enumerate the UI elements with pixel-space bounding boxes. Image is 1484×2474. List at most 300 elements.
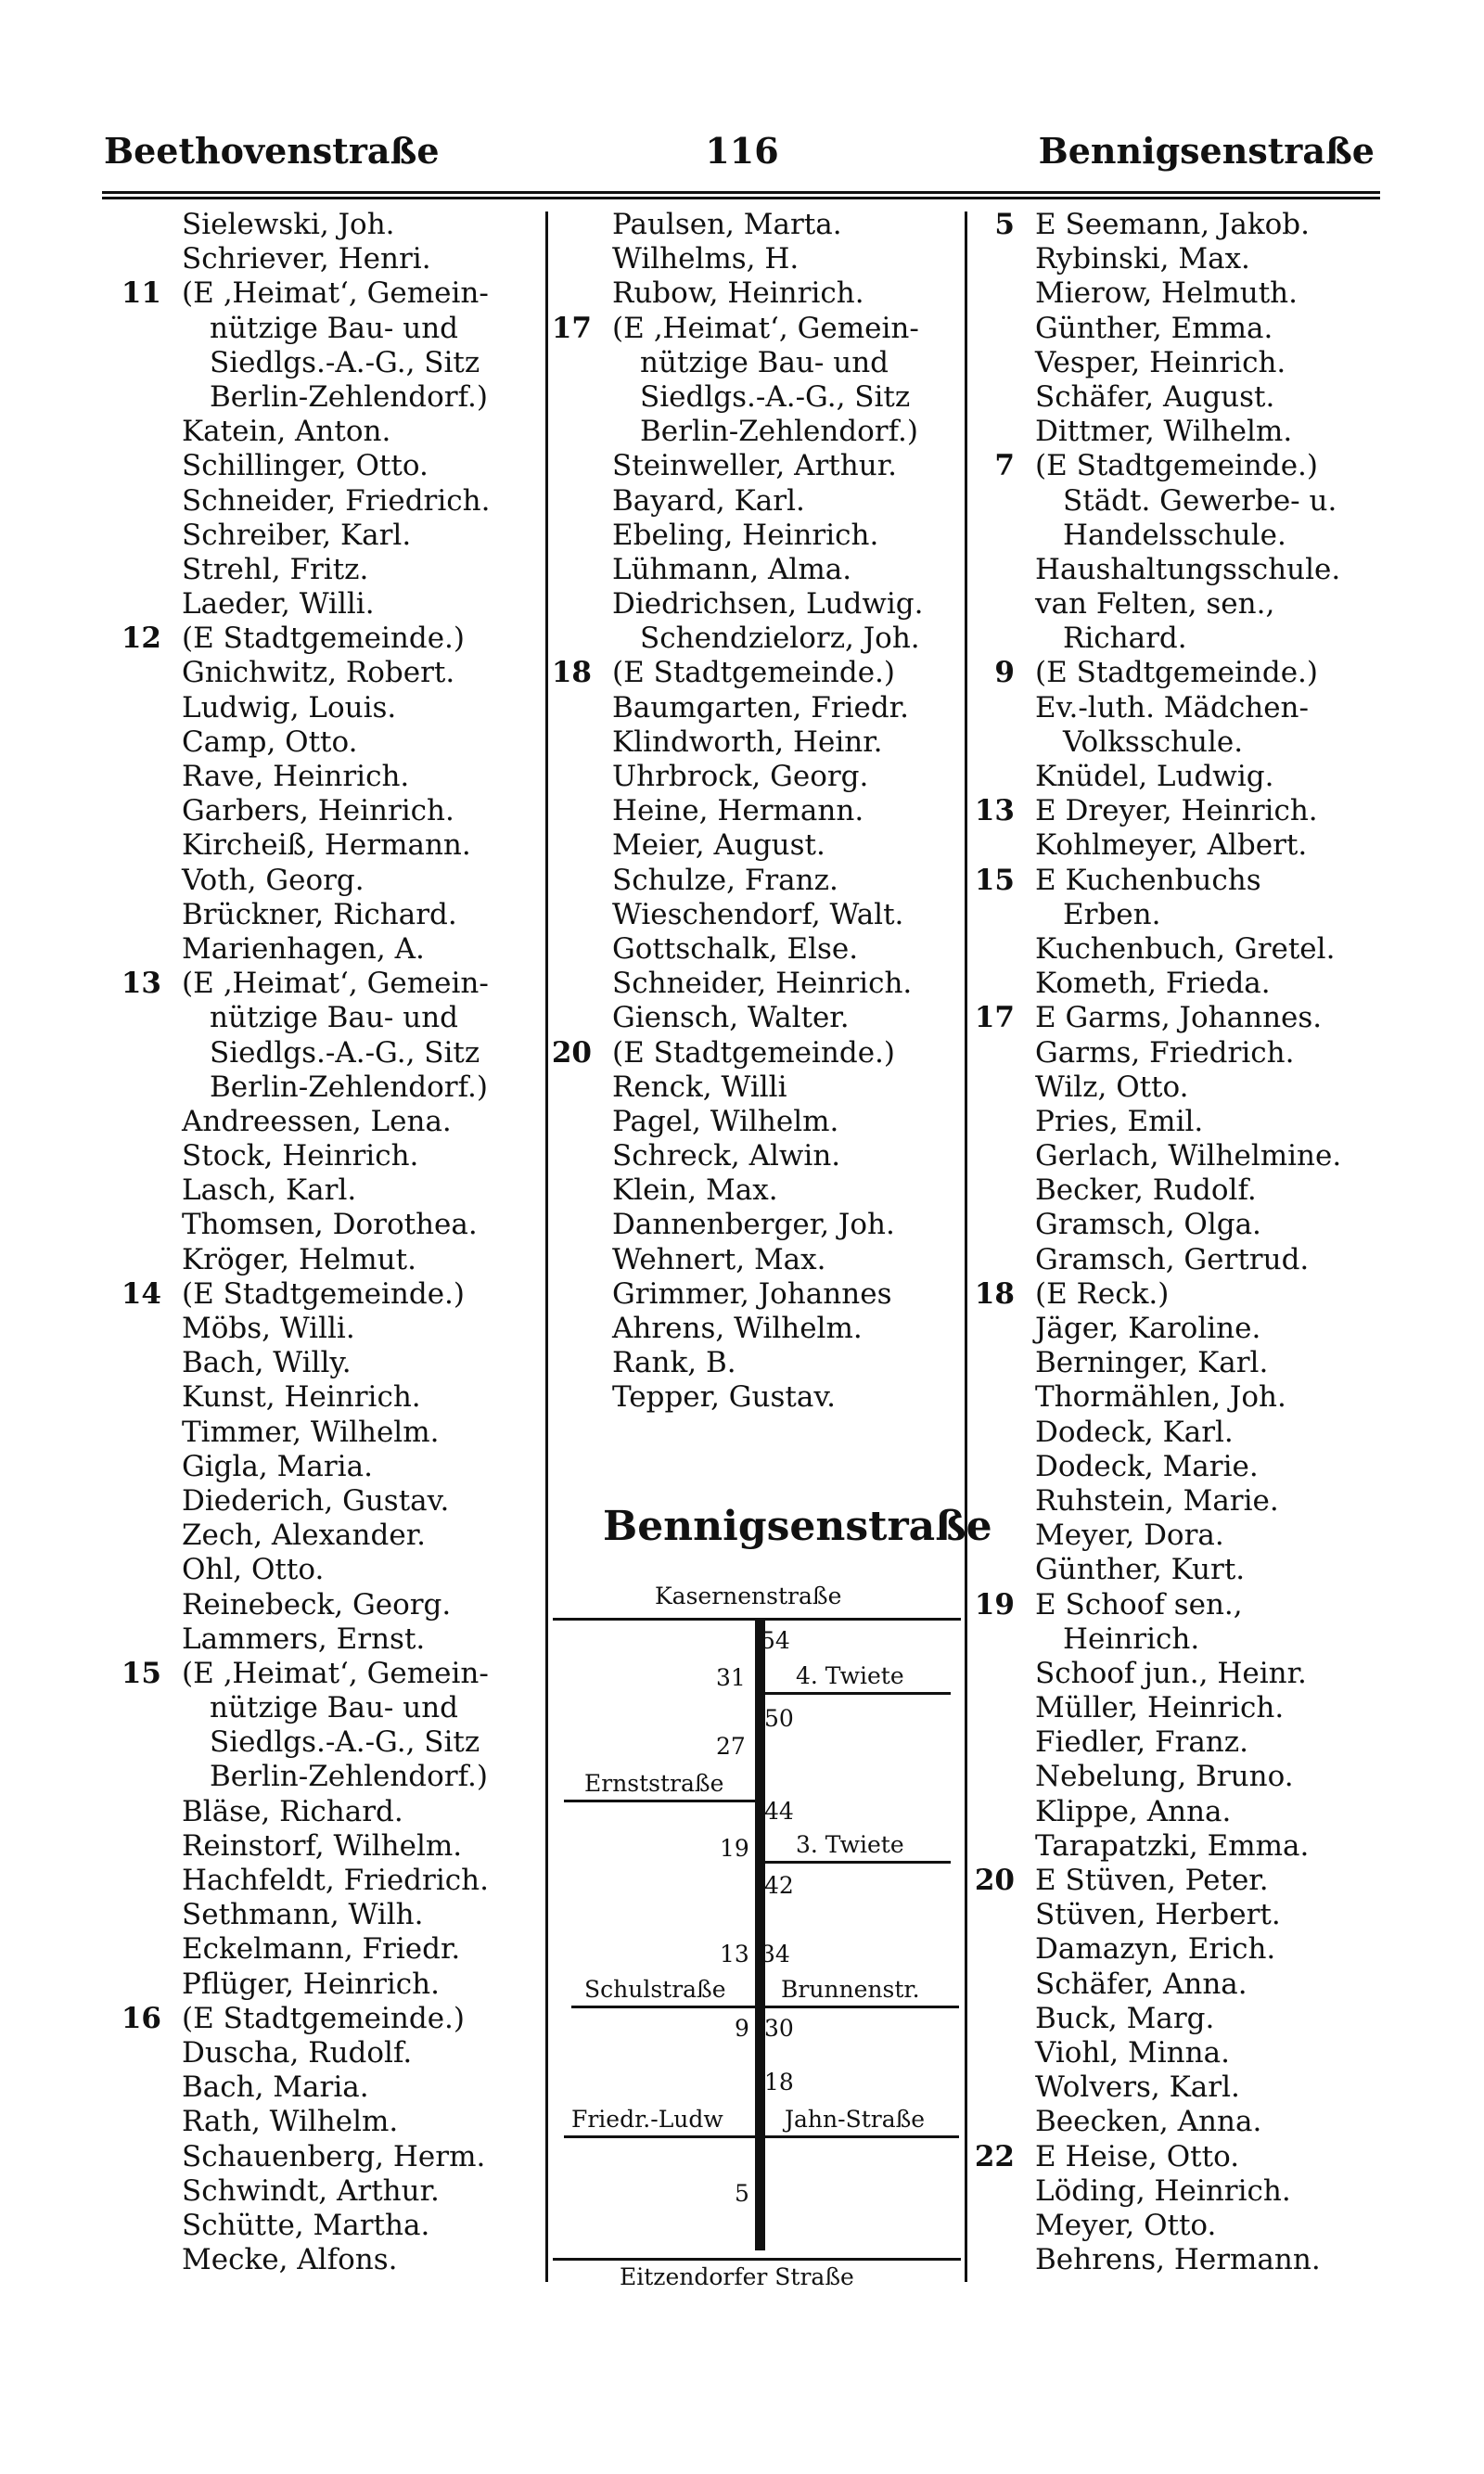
directory-line <box>1035 760 1341 794</box>
directory-line <box>182 864 490 898</box>
directory-line <box>182 656 490 690</box>
map-schulstrasse: Schulstraße <box>584 1976 726 2003</box>
resident-entry: Schulze, Franz. <box>612 863 838 897</box>
resident-entry: Klein, Max. <box>612 1173 778 1208</box>
directory-line <box>182 898 490 932</box>
directory-line <box>974 1001 1341 1035</box>
resident-entry: (E Stadtgemeinde.) <box>182 622 466 656</box>
house-number: 19 <box>974 1587 1015 1622</box>
directory-line <box>121 967 490 1001</box>
resident-entry: Schäfer, Anna. <box>1035 1967 1247 2001</box>
resident-entry: Gottschalk, Else. <box>612 931 859 966</box>
resident-entry: Behrens, Hermann. <box>1035 2243 1321 2277</box>
directory-line <box>182 1898 490 1932</box>
map-num-31: 31 <box>716 1664 746 1691</box>
directory-line <box>612 794 924 828</box>
map-num-44: 44 <box>764 1798 794 1825</box>
directory-line <box>1035 242 1341 276</box>
resident-entry: E Heise, Otto. <box>1035 2139 1240 2173</box>
map-num-19: 19 <box>720 1835 749 1862</box>
directory-line <box>974 794 1341 828</box>
resident-entry: nützige Bau- und <box>210 1001 459 1035</box>
resident-entry: Becker, Rudolf. <box>1035 1173 1257 1208</box>
resident-entry: Brückner, Richard. <box>182 897 457 931</box>
directory-line <box>182 1760 490 1794</box>
map-num-27: 27 <box>716 1733 746 1760</box>
directory-line <box>1035 2243 1341 2277</box>
house-number: 18 <box>974 1276 1015 1311</box>
resident-entry: Ahrens, Wilhelm. <box>612 1312 863 1345</box>
directory-line <box>1035 2105 1341 2139</box>
directory-line <box>612 1208 924 1242</box>
directory-line <box>1035 2174 1341 2209</box>
resident-entry: (E Stadtgemeinde.) <box>1035 449 1319 483</box>
directory-line <box>182 415 490 449</box>
resident-entry: (E Stadtgemeinde.) <box>182 2001 466 2035</box>
map-cross-4-line <box>765 1692 951 1695</box>
directory-line <box>182 2140 490 2174</box>
directory-line <box>182 828 490 863</box>
directory-line <box>612 898 924 932</box>
resident-entry: (E Stadtgemeinde.) <box>182 1276 466 1311</box>
directory-line <box>182 1484 490 1519</box>
resident-entry: Schoof jun., Heinr. <box>1035 1656 1307 1690</box>
directory-line <box>1035 415 1341 449</box>
directory-line <box>182 2174 490 2209</box>
resident-entry: Tepper, Gustav. <box>612 1380 837 1415</box>
resident-entry: Berlin-Zehlendorf.) <box>210 379 488 414</box>
resident-entry: Siedlgs.-A.-G., Sitz <box>210 1725 480 1760</box>
house-number: 20 <box>551 1035 592 1070</box>
resident-entry: Heinrich. <box>1063 1622 1200 1656</box>
resident-entry: Wolvers, Karl. <box>1035 2070 1240 2105</box>
resident-entry: Pflüger, Heinrich. <box>182 1967 440 2001</box>
resident-entry: Schneider, Friedrich. <box>182 483 491 518</box>
resident-entry: Siedlgs.-A.-G., Sitz <box>640 379 911 414</box>
header-rule-top <box>102 191 1380 194</box>
resident-entry: (E Stadtgemeinde.) <box>612 656 896 690</box>
directory-line <box>974 1864 1341 1898</box>
resident-entry: Thormählen, Joh. <box>1035 1380 1286 1415</box>
resident-entry: Schauenberg, Herm. <box>182 2139 486 2173</box>
resident-entry: Lammers, Ernst. <box>182 1622 426 1656</box>
directory-line <box>612 1105 924 1139</box>
directory-line <box>1035 1622 1341 1657</box>
directory-line <box>612 1243 924 1277</box>
resident-entry: Städt. Gewerbe- u. <box>1063 483 1337 518</box>
directory-line <box>1035 1932 1341 1967</box>
map-num-54: 54 <box>761 1627 790 1654</box>
resident-entry: Mierow, Helmuth. <box>1035 276 1298 311</box>
directory-line <box>1035 380 1341 415</box>
resident-entry: Reinebeck, Georg. <box>182 1587 452 1622</box>
directory-line <box>612 380 924 415</box>
directory-line <box>182 587 490 622</box>
map-friedr-jahn-line <box>564 2135 959 2138</box>
resident-entry: Tarapatzki, Emma. <box>1035 1828 1310 1863</box>
directory-line <box>1035 1416 1341 1450</box>
resident-entry: Schütte, Martha. <box>182 2208 430 2242</box>
resident-entry: Dodeck, Karl. <box>1035 1415 1234 1449</box>
directory-line <box>1035 1760 1341 1794</box>
directory-line <box>182 484 490 519</box>
resident-entry: Volksschule. <box>1063 724 1244 759</box>
resident-entry: Sielewski, Joh. <box>182 208 395 241</box>
directory-line <box>182 1829 490 1864</box>
directory-line <box>121 622 490 656</box>
directory-line <box>182 1795 490 1829</box>
resident-entry: (E ‚Heimat‘, Gemein- <box>182 967 489 1001</box>
resident-entry: E Kuchenbuchs <box>1035 863 1261 897</box>
resident-entry: Strehl, Fritz. <box>182 552 369 586</box>
directory-line <box>182 208 490 242</box>
directory-line <box>182 760 490 794</box>
resident-entry: Damazyn, Erich. <box>1035 1932 1276 1967</box>
directory-line <box>182 1105 490 1139</box>
resident-entry: Schwindt, Arthur. <box>182 2173 440 2208</box>
directory-line <box>182 1312 490 1346</box>
resident-entry: Paulsen, Marta. <box>612 208 842 241</box>
directory-line <box>1035 1795 1341 1829</box>
resident-entry: Schendzielorz, Joh. <box>640 622 920 656</box>
directory-line <box>1035 1829 1341 1864</box>
directory-line <box>182 1208 490 1242</box>
directory-line <box>974 1276 1341 1312</box>
resident-entry: Steinweller, Arthur. <box>612 449 897 483</box>
resident-entry: (E ‚Heimat‘, Gemein- <box>612 311 919 345</box>
resident-entry: Knüdel, Ludwig. <box>1035 760 1274 793</box>
directory-line <box>182 1588 490 1622</box>
section-title: Bennigsenstraße <box>603 1503 992 1550</box>
directory-line <box>182 1725 490 1760</box>
directory-line <box>612 208 924 242</box>
resident-entry: Gigla, Maria. <box>182 1449 373 1483</box>
resident-entry: Rave, Heinrich. <box>182 760 410 793</box>
resident-entry: Rank, B. <box>612 1346 736 1380</box>
directory-line <box>182 1243 490 1277</box>
directory-line <box>1035 519 1341 553</box>
resident-entry: Diedrichsen, Ludwig. <box>612 587 924 622</box>
resident-entry: Berlin-Zehlendorf.) <box>210 1760 488 1794</box>
resident-entry: Pries, Emil. <box>1035 1104 1204 1138</box>
directory-line <box>1035 2070 1341 2105</box>
directory-line <box>612 587 924 622</box>
resident-entry: Klippe, Anna. <box>1035 1794 1232 1828</box>
directory-line <box>612 1346 924 1380</box>
resident-entry: Rath, Wilhelm. <box>182 2105 399 2139</box>
directory-line <box>1035 1519 1341 1553</box>
resident-entry: Beecken, Anna. <box>1035 2105 1262 2139</box>
resident-entry: Meyer, Otto. <box>1035 2208 1217 2242</box>
house-number: 7 <box>994 449 1015 483</box>
map-num-30: 30 <box>764 2015 794 2042</box>
directory-line <box>182 1416 490 1450</box>
directory-line <box>1035 1070 1341 1105</box>
directory-line <box>1035 1553 1341 1587</box>
directory-line <box>1035 1968 1341 2002</box>
column-divider-1 <box>545 212 548 2282</box>
resident-entry: Kuchenbuch, Gretel. <box>1035 931 1336 966</box>
directory-line <box>182 1070 490 1105</box>
directory-line <box>1035 1105 1341 1139</box>
resident-entry: Baumgarten, Friedr. <box>612 690 909 724</box>
resident-entry: Schäfer, August. <box>1035 379 1275 414</box>
resident-entry: Bläse, Richard. <box>182 1794 403 1828</box>
directory-line <box>1035 1173 1341 1208</box>
directory-line <box>182 725 490 760</box>
directory-line <box>1035 1450 1341 1484</box>
directory-line <box>182 1173 490 1208</box>
directory-line <box>612 449 924 483</box>
directory-line <box>1035 1657 1341 1691</box>
resident-entry: Kunst, Heinrich. <box>182 1380 421 1415</box>
directory-line <box>182 380 490 415</box>
directory-line <box>182 1519 490 1553</box>
map-cross-3-twiete: 3. Twiete <box>796 1831 904 1858</box>
resident-entry: E Seemann, Jakob. <box>1035 208 1310 241</box>
directory-line <box>612 864 924 898</box>
resident-entry: Schreck, Alwin. <box>612 1139 841 1173</box>
directory-line <box>182 2070 490 2105</box>
resident-entry: Laeder, Willi. <box>182 587 375 622</box>
resident-entry: Hachfeldt, Friedrich. <box>182 1864 489 1897</box>
resident-entry: Schillinger, Otto. <box>182 449 429 483</box>
directory-line <box>1035 1380 1341 1415</box>
directory-line <box>612 828 924 863</box>
directory-line <box>612 967 924 1001</box>
map-num-9: 9 <box>735 2015 749 2042</box>
resident-entry: (E Reck.) <box>1035 1276 1170 1311</box>
directory-line <box>1035 1346 1341 1380</box>
column-divider-2 <box>965 212 967 2282</box>
resident-entry: Marienhagen, A. <box>182 931 425 966</box>
resident-entry: Eckelmann, Friedr. <box>182 1932 461 1967</box>
directory-line <box>182 1001 490 1035</box>
directory-line <box>612 691 924 725</box>
directory-line <box>182 2209 490 2243</box>
resident-entry: Bach, Maria. <box>182 2070 369 2105</box>
directory-line <box>121 2001 490 2036</box>
map-num-50: 50 <box>764 1705 794 1732</box>
house-number: 9 <box>994 656 1015 690</box>
directory-line <box>121 1656 490 1691</box>
resident-entry: Mecke, Alfons. <box>182 2243 398 2277</box>
resident-entry: Camp, Otto. <box>182 724 358 759</box>
map-friedr-ludw: Friedr.-Ludw <box>571 2106 723 2133</box>
directory-line <box>1035 1036 1341 1070</box>
directory-line <box>1035 2036 1341 2070</box>
directory-line <box>1035 346 1341 380</box>
house-number: 12 <box>121 622 161 656</box>
house-number: 5 <box>994 208 1015 241</box>
directory-line <box>1035 1898 1341 1932</box>
resident-entry: Gerlach, Wilhelmine. <box>1035 1139 1342 1173</box>
directory-line <box>1035 587 1341 622</box>
resident-entry: Stock, Heinrich. <box>182 1139 419 1173</box>
map-jahnstrasse: Jahn-Straße <box>785 2106 926 2133</box>
directory-line <box>182 2243 490 2277</box>
map-num-34: 34 <box>761 1941 790 1968</box>
directory-line <box>612 553 924 587</box>
resident-entry: Berlin-Zehlendorf.) <box>640 415 918 449</box>
map-cross-4-twiete: 4. Twiete <box>796 1662 904 1689</box>
column-2-entries <box>551 208 924 1416</box>
house-number: 15 <box>121 1656 161 1690</box>
map-num-5: 5 <box>735 2180 749 2207</box>
resident-entry: Katein, Anton. <box>182 415 391 449</box>
resident-entry: Dittmer, Wilhelm. <box>1035 415 1293 449</box>
resident-entry: Schneider, Heinrich. <box>612 967 913 1001</box>
directory-line <box>182 794 490 828</box>
house-number: 18 <box>551 656 592 690</box>
directory-line <box>1035 725 1341 760</box>
directory-line <box>182 1932 490 1967</box>
resident-entry: Günther, Emma. <box>1035 311 1273 345</box>
directory-line <box>182 1380 490 1415</box>
resident-entry: (E ‚Heimat‘, Gemein- <box>182 276 489 311</box>
resident-entry: Ebeling, Heinrich. <box>612 518 879 552</box>
resident-entry: Bayard, Karl. <box>612 483 805 518</box>
resident-entry: Haushaltungsschule. <box>1035 552 1341 586</box>
directory-line <box>612 276 924 311</box>
resident-entry: Müller, Heinrich. <box>1035 1691 1285 1725</box>
resident-entry: Gramsch, Gertrud. <box>1035 1242 1310 1276</box>
directory-line <box>1035 932 1341 967</box>
directory-line <box>182 1139 490 1173</box>
directory-line <box>612 725 924 760</box>
directory-line <box>1035 1208 1341 1242</box>
resident-entry: Dodeck, Marie. <box>1035 1449 1259 1483</box>
house-number: 13 <box>121 967 161 1001</box>
directory-line <box>551 656 924 690</box>
resident-entry: Voth, Georg. <box>182 863 365 897</box>
house-number: 11 <box>121 276 161 311</box>
resident-entry: Zech, Alexander. <box>182 1519 426 1553</box>
directory-line <box>994 449 1341 483</box>
resident-entry: Vesper, Heinrich. <box>1035 345 1286 379</box>
directory-line <box>612 1001 924 1035</box>
house-number: 16 <box>121 2001 161 2035</box>
resident-entry: Lühmann, Alma. <box>612 552 852 586</box>
resident-entry: Sethmann, Wilh. <box>182 1898 424 1932</box>
directory-line <box>182 932 490 967</box>
resident-entry: Kohlmeyer, Albert. <box>1035 828 1308 863</box>
resident-entry: Meyer, Dora. <box>1035 1519 1224 1553</box>
resident-entry: Ludwig, Louis. <box>182 690 397 724</box>
directory-line <box>612 760 924 794</box>
directory-line <box>551 1035 924 1070</box>
column-3-entries <box>974 208 1342 2277</box>
header-left-street: Beethovenstraße <box>104 130 440 172</box>
directory-line <box>182 312 490 346</box>
directory-line <box>612 484 924 519</box>
resident-entry: Kircheiß, Hermann. <box>182 828 471 863</box>
map-ernst-line <box>564 1800 755 1802</box>
resident-entry: Fiedler, Franz. <box>1035 1725 1248 1760</box>
resident-entry: Wehnert, Max. <box>612 1242 826 1276</box>
resident-entry: Günther, Kurt. <box>1035 1553 1246 1587</box>
resident-entry: Grimmer, Johannes <box>612 1276 892 1311</box>
resident-entry: Andreessen, Lena. <box>182 1104 452 1138</box>
resident-entry: Meier, August. <box>612 828 825 863</box>
resident-entry: Buck, Marg. <box>1035 2001 1215 2035</box>
house-number: 22 <box>974 2139 1015 2173</box>
resident-entry: Timmer, Wilhelm. <box>182 1415 440 1449</box>
directory-line <box>121 1276 490 1312</box>
resident-entry: (E ‚Heimat‘, Gemein- <box>182 1656 489 1690</box>
house-number: 14 <box>121 1276 161 1311</box>
directory-line <box>994 208 1341 242</box>
resident-entry: Giensch, Walter. <box>612 1001 850 1035</box>
map-num-13: 13 <box>720 1941 749 1968</box>
directory-line <box>1035 1312 1341 1346</box>
directory-line <box>182 691 490 725</box>
house-number: 17 <box>974 1001 1015 1035</box>
directory-line <box>182 449 490 483</box>
directory-line <box>994 656 1341 690</box>
directory-line <box>182 1622 490 1657</box>
directory-line <box>612 519 924 553</box>
page-header <box>0 130 1484 182</box>
house-number: 20 <box>974 1864 1015 1897</box>
directory-line <box>612 622 924 656</box>
directory-line <box>1035 553 1341 587</box>
resident-entry: Gramsch, Olga. <box>1035 1208 1261 1242</box>
map-brunnenstrasse: Brunnenstr. <box>781 1976 920 2003</box>
resident-entry: Rybinski, Max. <box>1035 242 1250 276</box>
map-ernststrasse: Ernststraße <box>584 1770 724 1797</box>
resident-entry: Klindworth, Heinr. <box>612 724 883 759</box>
directory-line <box>1035 1139 1341 1173</box>
resident-entry: nützige Bau- und <box>210 311 459 345</box>
map-num-42: 42 <box>764 1872 794 1899</box>
resident-entry: Nebelung, Bruno. <box>1035 1760 1294 1794</box>
resident-entry: Kröger, Helmut. <box>182 1242 416 1276</box>
resident-entry: Siedlgs.-A.-G., Sitz <box>210 345 480 379</box>
directory-line <box>1035 1484 1341 1519</box>
resident-entry: van Felten, sen., <box>1035 587 1275 622</box>
directory-line <box>612 932 924 967</box>
directory-line <box>612 242 924 276</box>
directory-line <box>182 1968 490 2002</box>
resident-entry: Schreiber, Karl. <box>182 518 412 552</box>
directory-line <box>974 1587 1341 1622</box>
resident-entry: Garms, Friedrich. <box>1035 1035 1295 1070</box>
resident-entry: Diederich, Gustav. <box>182 1483 450 1518</box>
resident-entry: Siedlgs.-A.-G., Sitz <box>210 1035 480 1070</box>
directory-line <box>612 346 924 380</box>
resident-entry: Kometh, Frieda. <box>1035 967 1271 1001</box>
resident-entry: (E Stadtgemeinde.) <box>1035 656 1319 690</box>
resident-entry: E Garms, Johannes. <box>1035 1001 1323 1035</box>
directory-line <box>1035 828 1341 863</box>
map-num-18: 18 <box>764 2069 794 2096</box>
resident-entry: Lasch, Karl. <box>182 1173 357 1208</box>
header-right-street: Bennigsenstraße <box>1038 130 1375 172</box>
directory-line <box>182 1036 490 1070</box>
page-number: 116 <box>705 130 779 172</box>
resident-entry: Berlin-Zehlendorf.) <box>210 1070 488 1104</box>
resident-entry: E Stüven, Peter. <box>1035 1864 1269 1897</box>
resident-entry: Stüven, Herbert. <box>1035 1898 1281 1932</box>
resident-entry: E Dreyer, Heinrich. <box>1035 794 1318 828</box>
directory-line <box>1035 691 1341 725</box>
resident-entry: Löding, Heinrich. <box>1035 2173 1291 2208</box>
resident-entry: (E Stadtgemeinde.) <box>612 1035 896 1070</box>
directory-line <box>612 1070 924 1105</box>
resident-entry: Thomsen, Dorothea. <box>182 1208 478 1242</box>
map-schul-brunnen-line <box>571 2006 959 2008</box>
